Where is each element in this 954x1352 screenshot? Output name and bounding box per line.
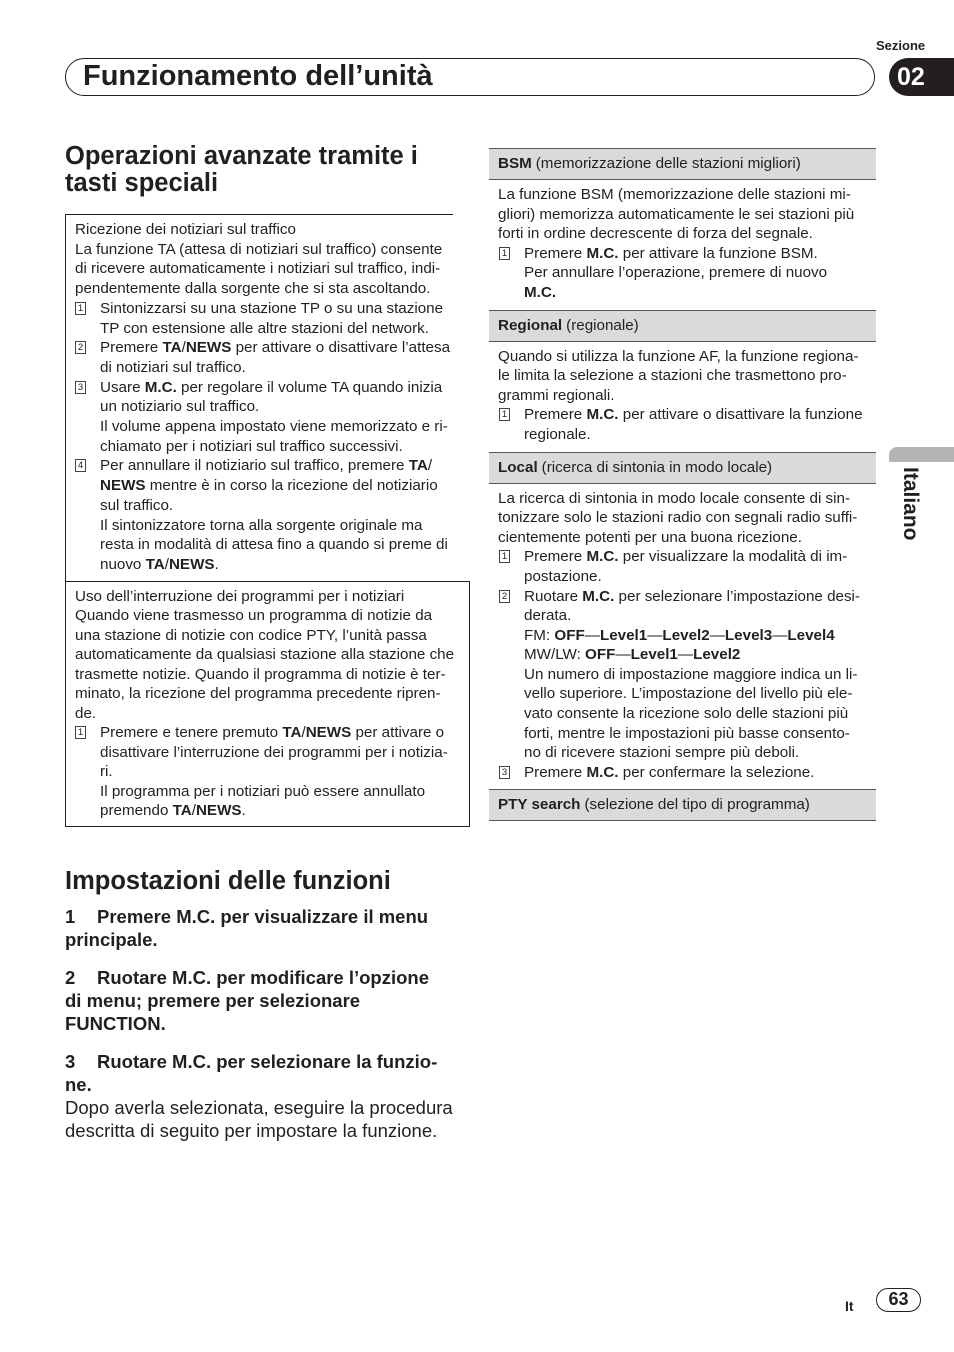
text-run: Il programma per i notiziari può essere annullato	[100, 782, 426, 800]
bold-term: M.C.	[582, 587, 615, 605]
bold-term: NEWS	[305, 724, 352, 742]
step-text	[100, 378, 462, 457]
text-run: grammi regionali.	[498, 386, 615, 404]
text-run: Quando viene trasmesso un programma di notizie da	[75, 607, 433, 625]
text-line	[100, 319, 462, 339]
section-number-badge: 02	[889, 58, 954, 96]
right-column	[489, 148, 876, 821]
numbered-step	[498, 244, 870, 303]
settings-note	[65, 1096, 470, 1142]
section-label: Sezione	[876, 38, 926, 53]
bold-term: Level2	[662, 626, 710, 644]
instruction-text: Ruotare M.C. per modificare l’opzione	[97, 967, 430, 988]
text-line	[75, 626, 461, 646]
numbered-step	[75, 456, 462, 574]
text-line	[100, 338, 462, 358]
step-text	[524, 244, 870, 303]
text-line	[524, 684, 870, 704]
text-line	[100, 456, 462, 476]
text-run: Il sintonizzatore torna alla sorgente originale ma	[100, 516, 423, 534]
text-run: —	[584, 626, 600, 644]
instruction-text: principale.	[65, 929, 158, 950]
text-run: La funzione BSM (memorizzazione delle stazioni mi-	[498, 186, 851, 203]
bold-term: TA	[172, 802, 192, 820]
bold-term: TA	[145, 555, 165, 573]
text-run: una stazione di notizie con codice PTY, l’unità passa	[75, 626, 427, 644]
section-body	[489, 180, 876, 310]
text-run: disattivare l’interruzione dei programmi per i notizia-	[100, 743, 448, 761]
text-run: —	[772, 626, 788, 644]
text-line	[100, 516, 462, 536]
text-line	[75, 240, 462, 260]
bold-term: NEWS	[185, 339, 232, 357]
text-run: Premere e tenere premuto	[100, 724, 283, 742]
bold-term: TA	[408, 457, 428, 475]
text-line	[524, 626, 870, 646]
text-line	[524, 645, 870, 665]
text-line	[75, 279, 462, 299]
text-run: TP con estensione alle altre stazioni del network.	[100, 319, 429, 337]
text-line	[100, 476, 462, 496]
text-run: chiamato per i notiziari sul traffico successivi.	[100, 437, 403, 455]
settings-steps	[65, 905, 470, 1096]
text-line	[100, 555, 462, 575]
bold-term: M.C.	[586, 548, 619, 566]
text-run: pendentemente dalla sorgente che si sta ascoltando.	[75, 280, 431, 298]
text-run: Uso dell’interruzione dei programmi per i notiziari	[75, 587, 405, 605]
chapter-title-frame	[65, 58, 875, 96]
note-line: descritta di seguito per impostare la funzione.	[65, 1120, 438, 1141]
text-line	[75, 587, 461, 607]
step-text	[524, 763, 870, 783]
text-run: —	[615, 646, 631, 664]
text-run: La funzione TA (attesa di notiziari sul traffico) consente	[75, 240, 443, 258]
step-number-box: 2	[499, 590, 510, 603]
section-body	[489, 342, 876, 452]
instruction-step	[65, 905, 470, 951]
text-run: per visualizzare la modalità di im-	[618, 548, 848, 566]
text-run: vato consente la ricezione solo delle stazioni più	[524, 705, 849, 723]
text-line	[100, 743, 461, 763]
step-number-box: 1	[499, 550, 510, 563]
special-keys-heading	[65, 143, 470, 197]
language-code: It	[845, 1298, 854, 1314]
section-title-description: (selezione del tipo di programma)	[584, 796, 810, 814]
text-line	[100, 535, 462, 555]
bold-term: NEWS	[100, 477, 146, 495]
step-text	[100, 299, 462, 338]
text-line	[75, 665, 461, 685]
instruction-line	[65, 1012, 470, 1035]
text-run: Premere	[524, 548, 587, 566]
text-run: .	[214, 555, 219, 573]
text-run: Premere	[524, 763, 587, 781]
text-run: resta in modalità di attesa fino a quando si preme di	[100, 536, 448, 554]
bold-term: M.C.	[586, 763, 619, 781]
settings-heading: Impostazioni delle funzioni	[65, 867, 391, 895]
text-run: per attivare o disattivare la funzione	[618, 406, 863, 424]
note-line: Dopo averla selezionata, eseguire la procedura	[65, 1097, 453, 1118]
text-line	[100, 299, 462, 319]
text-run: .	[241, 802, 246, 820]
pty-box	[65, 581, 470, 827]
text-run: MW/LW:	[524, 646, 586, 664]
bold-term: M.C.	[524, 283, 557, 301]
step-text	[100, 338, 462, 377]
text-line	[524, 763, 870, 783]
instruction-line	[65, 928, 470, 951]
text-line	[100, 397, 462, 417]
instruction-step	[65, 1050, 470, 1096]
text-line	[524, 547, 870, 567]
text-line	[100, 801, 461, 821]
text-run: La ricerca di sintonia in modo locale consente di sin-	[498, 489, 851, 507]
text-run: per confermare la selezione.	[618, 763, 815, 781]
text-run: /	[181, 339, 186, 357]
step-number-box: 3	[75, 381, 86, 394]
instruction-step	[65, 966, 470, 1035]
text-line	[75, 645, 461, 665]
numbered-step	[75, 723, 461, 821]
text-line	[100, 762, 461, 782]
instruction-number: 2	[65, 967, 76, 988]
step-text	[524, 547, 870, 586]
section-title-bar	[489, 789, 876, 821]
section-title-keyword: Local	[498, 458, 538, 476]
text-run: per attivare o disattivare l’attesa	[231, 339, 451, 357]
text-run: sul traffico.	[100, 496, 174, 514]
text-run: minato, la ricezione del programma precedente ripren-	[75, 685, 441, 703]
section-title-bar	[489, 148, 876, 180]
chapter-title: Funzionamento dell’unità	[83, 60, 433, 92]
section-title-bar	[489, 452, 876, 484]
intro-text	[498, 185, 870, 244]
text-run: vello superiore. L’impostazione del livello più ele-	[524, 685, 853, 703]
intro-text	[498, 347, 870, 406]
instruction-text: ne.	[65, 1074, 92, 1095]
text-run: trasmette notizie. Quando il programma di notizie è ter-	[75, 665, 446, 683]
text-run: un notiziario sul traffico.	[100, 398, 260, 416]
instruction-number: 3	[65, 1051, 76, 1072]
section-body	[489, 484, 876, 790]
text-run: forti, mentre le impostazioni più basse consento-	[524, 724, 850, 742]
numbered-step	[498, 587, 870, 763]
text-line	[100, 437, 462, 457]
settings-instructions	[65, 905, 470, 1142]
numbered-step	[75, 299, 462, 338]
text-line	[75, 684, 461, 704]
text-run: postazione.	[524, 567, 602, 585]
instruction-number: 1	[65, 906, 76, 927]
intro-text	[75, 220, 462, 299]
text-line	[498, 347, 870, 367]
text-line	[498, 508, 870, 528]
text-line	[100, 496, 462, 516]
text-line	[524, 724, 870, 744]
text-run: Usare	[100, 378, 145, 396]
numbered-step	[75, 378, 462, 457]
bold-term: TA	[162, 339, 182, 357]
numbered-step	[498, 547, 870, 586]
text-line	[524, 587, 870, 607]
bold-term: Level1	[599, 626, 648, 644]
instruction-line	[65, 1050, 470, 1073]
step-number-box: 1	[75, 726, 86, 739]
text-run: di ricevere automaticamente i notiziari sul traffico, indi-	[75, 260, 441, 278]
text-run: automaticamente da qualsiasi stazione alla stazione che	[75, 646, 455, 664]
instruction-text: Premere M.C. per visualizzare il menu	[97, 906, 429, 927]
special-keys-boxes	[65, 214, 470, 827]
section-title-keyword: BSM	[498, 155, 532, 172]
language-tab-marker	[889, 447, 954, 462]
text-run: Per annullare l’operazione, premere di nuovo	[524, 264, 828, 282]
text-line	[498, 205, 870, 225]
step-number-box: 3	[499, 766, 510, 779]
bold-term: Level1	[630, 646, 678, 664]
text-run: gliori) memorizza automaticamente le sei stazioni più	[498, 205, 855, 223]
text-line	[100, 358, 462, 378]
text-run: per regolare il volume TA quando inizia	[176, 378, 443, 396]
instruction-text: FUNCTION.	[65, 1013, 166, 1034]
step-text	[524, 405, 870, 444]
heading-line: tasti speciali	[65, 169, 219, 197]
text-run: /	[301, 724, 306, 742]
text-run: Premere	[524, 244, 587, 262]
text-line	[498, 224, 870, 244]
text-line	[75, 259, 462, 279]
text-run: Premere	[100, 339, 163, 357]
section-title-keyword: Regional	[498, 316, 563, 334]
page-number: 63	[876, 1288, 921, 1312]
instruction-line	[65, 966, 470, 989]
intro-text	[75, 587, 461, 724]
text-run: derata.	[524, 607, 572, 625]
text-run: Sintonizzarsi su una stazione TP o su una stazione	[100, 299, 444, 317]
text-run: —	[709, 626, 725, 644]
text-run: Ricezione dei notiziari sul traffico	[75, 221, 296, 238]
numbered-step	[498, 405, 870, 444]
section-title-description: (memorizzazione delle stazioni migliori)	[535, 155, 801, 172]
text-line	[498, 386, 870, 406]
bold-term: NEWS	[168, 555, 215, 573]
text-line	[100, 782, 461, 802]
text-line	[524, 244, 870, 264]
text-line	[100, 723, 461, 743]
instruction-text: di menu; premere per selezionare	[65, 990, 361, 1011]
numbered-step	[498, 763, 870, 783]
text-run: Ruotare	[524, 587, 583, 605]
instruction-line	[65, 989, 470, 1012]
text-run: le limita la selezione a stazioni che trasmettono pro-	[498, 367, 847, 385]
section-title-description: (ricerca di sintonia in modo locale)	[541, 458, 773, 476]
text-run: —	[677, 646, 694, 664]
step-number-box: 1	[75, 302, 86, 315]
bold-term: OFF	[585, 646, 616, 664]
text-run: Per annullare il notiziario sul traffico, premere	[100, 457, 409, 475]
text-run: nuovo	[100, 555, 146, 573]
step-text	[524, 587, 870, 763]
intro-text	[498, 489, 870, 548]
step-number-box: 4	[75, 459, 86, 472]
text-run: —	[647, 626, 663, 644]
step-text	[100, 723, 461, 821]
numbered-step	[75, 338, 462, 377]
section-title-bar	[489, 310, 876, 342]
bold-term: Level3	[724, 626, 773, 644]
instruction-line	[65, 1073, 470, 1096]
ta-box	[65, 214, 470, 581]
text-run: no di ricevere stazioni sempre più deboli.	[524, 744, 800, 762]
text-run: per selezionare l’impostazione desi-	[614, 587, 860, 605]
step-text	[100, 456, 462, 574]
text-run: de.	[75, 704, 97, 722]
text-line	[524, 743, 870, 763]
instruction-line	[65, 905, 470, 928]
text-line	[524, 606, 870, 626]
heading-line: Operazioni avanzate tramite i	[65, 142, 418, 170]
bold-term: M.C.	[586, 244, 619, 262]
text-run: Quando si utilizza la funzione AF, la funzione regiona-	[498, 347, 859, 365]
bold-term: Level4	[787, 626, 835, 644]
text-run: premendo	[100, 802, 173, 820]
text-line	[524, 704, 870, 724]
step-number-box: 1	[499, 408, 510, 421]
text-run: /	[164, 555, 169, 573]
text-line	[100, 417, 462, 437]
text-line	[524, 567, 870, 587]
step-number-box: 1	[499, 247, 510, 260]
text-line	[498, 185, 870, 205]
text-run: di notiziari sul traffico.	[100, 358, 246, 376]
step-number-box: 2	[75, 341, 86, 354]
text-line	[75, 606, 461, 626]
text-run: tonizzare solo le stazioni radio con segnali radio suffi-	[498, 509, 858, 527]
text-line	[524, 283, 870, 303]
bold-term: TA	[282, 724, 302, 742]
text-line	[498, 528, 870, 548]
language-tab-label: Italiano	[899, 467, 922, 541]
text-run: Premere	[524, 406, 587, 424]
bold-term: NEWS	[195, 802, 242, 820]
text-line	[498, 489, 870, 509]
text-run: Un numero di impostazione maggiore indica un li-	[524, 665, 858, 683]
text-run: FM:	[524, 626, 555, 644]
text-line	[498, 366, 870, 386]
text-line	[524, 263, 870, 283]
bold-term: Level2	[693, 646, 741, 664]
text-line	[100, 378, 462, 398]
bold-term: M.C.	[144, 378, 177, 396]
text-run: /	[191, 802, 196, 820]
text-run: ri.	[100, 763, 113, 781]
text-run: regionale.	[524, 425, 591, 443]
bold-term: M.C.	[586, 406, 619, 424]
text-line	[524, 665, 870, 685]
text-run: per attivare o	[351, 724, 445, 742]
text-line	[75, 220, 462, 240]
instruction-text: Ruotare M.C. per selezionare la funzio-	[97, 1051, 438, 1072]
bold-term: OFF	[554, 626, 585, 644]
text-run: forti in ordine decrescente di forza del segnale.	[498, 225, 813, 243]
text-run: per attivare la funzione BSM.	[618, 244, 818, 262]
text-run: Il volume appena impostato viene memorizzato e ri-	[100, 418, 448, 436]
section-title-description: (regionale)	[566, 316, 639, 334]
text-run: cientemente potenti per una buona ricezione.	[498, 528, 802, 546]
text-line	[524, 425, 870, 445]
text-run: mentre è in corso la ricezione del notiziario	[145, 477, 438, 495]
text-run: /	[427, 457, 433, 475]
section-title-keyword: PTY search	[498, 796, 581, 814]
text-line	[75, 704, 461, 724]
text-line	[524, 405, 870, 425]
